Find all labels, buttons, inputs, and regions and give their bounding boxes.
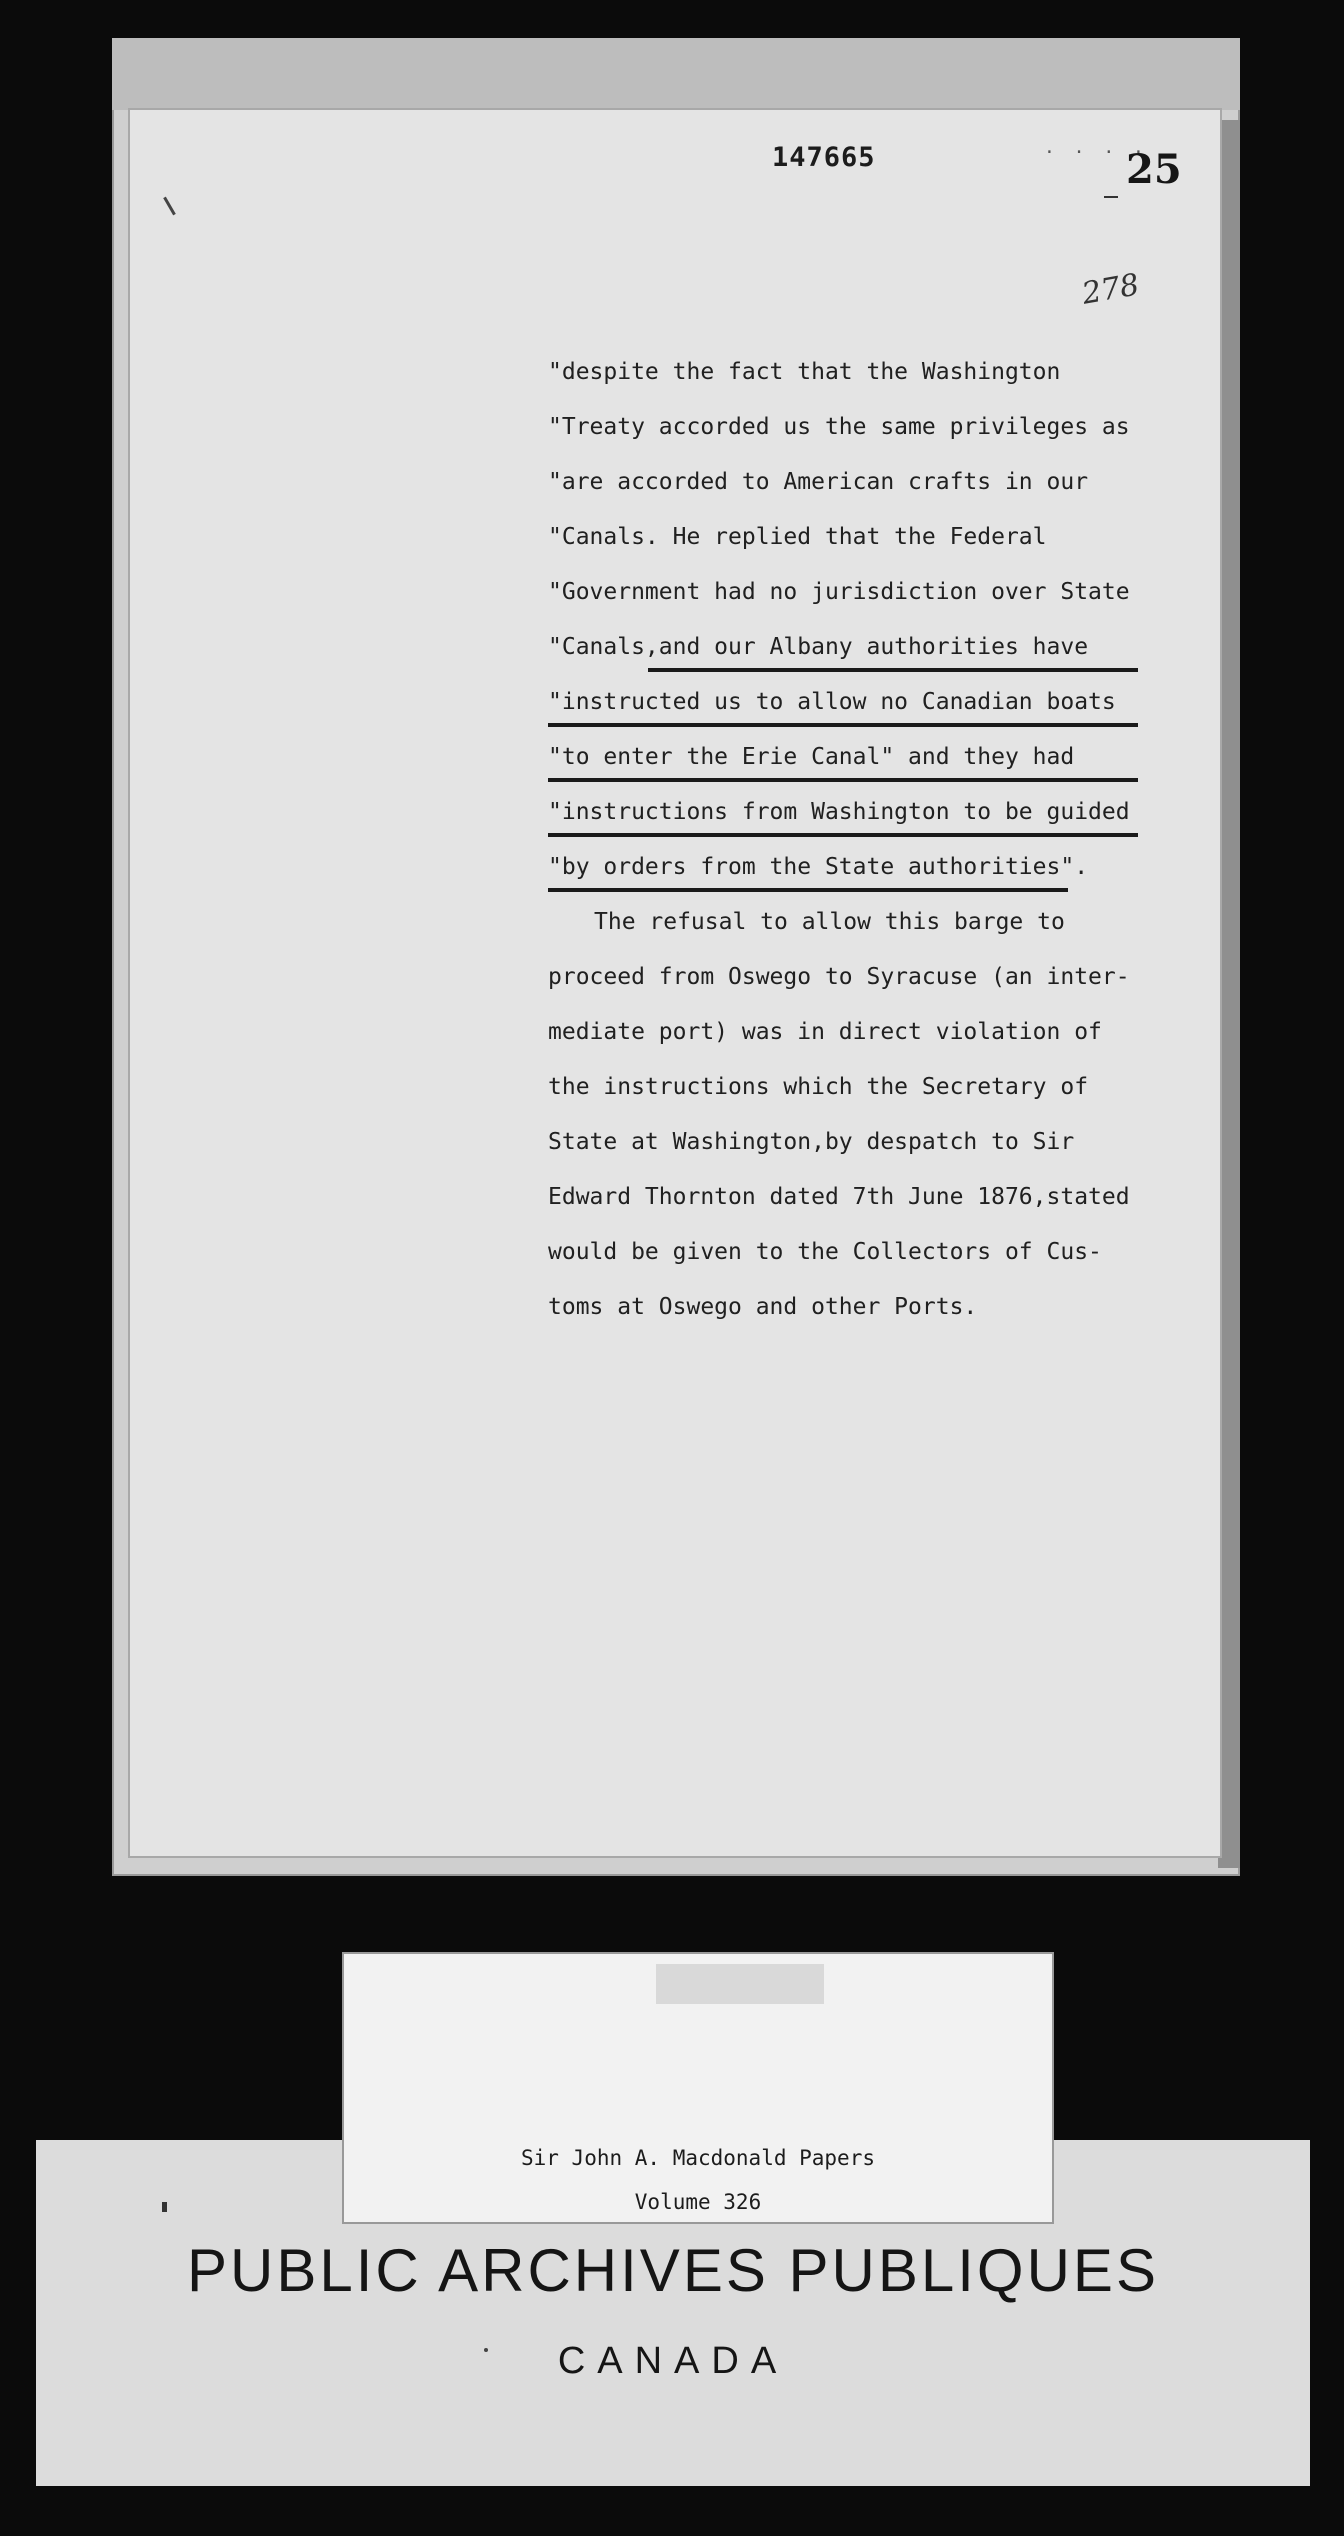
- paragraph-first-line: The refusal to allow this barge to: [594, 909, 1065, 935]
- underlined-text-line: "instructions from Washington to be guided: [548, 792, 1168, 847]
- text-line: "Canals. He replied that the Federal: [548, 524, 1047, 550]
- page-number: 25: [1126, 146, 1182, 193]
- text-line: "are accorded to American crafts in our: [548, 469, 1089, 495]
- text-line: the instructions which the Secretary of: [548, 1074, 1089, 1100]
- text-line: Edward Thornton dated 7th June 1876,stated: [548, 1184, 1130, 1210]
- collection-name: Sir John A. Macdonald Papers: [520, 2146, 875, 2170]
- underlined-text-line: "by orders from the State authorities".: [548, 847, 1168, 902]
- text-line: would be given to the Collectors of Cus-: [548, 1239, 1102, 1265]
- file-number: 147665: [772, 142, 876, 173]
- typed-text-block: [548, 352, 1168, 1342]
- handwritten-folio-number: 278: [1079, 267, 1142, 312]
- banner-mark: [162, 2202, 167, 2212]
- text-line: "Treaty accorded us the same privileges as: [548, 414, 1130, 440]
- catalogue-label-card: [342, 1952, 1054, 2224]
- text-line: State at Washington,by despatch to Sir: [548, 1129, 1075, 1155]
- banner-subtitle: CANADA: [557, 2340, 789, 2382]
- underlined-text-line: "Canals,and our Albany authorities have: [548, 627, 1168, 682]
- underlined-text-line: "instructed us to allow no Canadian boats: [548, 682, 1168, 737]
- backing-sheet-top-edge: [112, 38, 1240, 110]
- text-line: proceed from Oswego to Syracuse (an inter-: [548, 964, 1130, 990]
- banner-title: PUBLIC ARCHIVES PUBLIQUES: [187, 2237, 1159, 2304]
- underlined-text-line: "to enter the Erie Canal" and they had: [548, 737, 1168, 792]
- volume-number: Volume 326: [634, 2190, 762, 2214]
- label-tape: [656, 1964, 824, 2004]
- text-line: mediate port) was in direct violation of: [548, 1019, 1102, 1045]
- text-line: "Government had no jurisdiction over State: [548, 579, 1130, 605]
- text-line: "despite the fact that the Washington: [548, 359, 1061, 385]
- top-margin-marks: · · · ·: [1044, 142, 1148, 163]
- text-line: toms at Oswego and other Ports.: [548, 1294, 978, 1320]
- page-number-dash: [1104, 196, 1118, 198]
